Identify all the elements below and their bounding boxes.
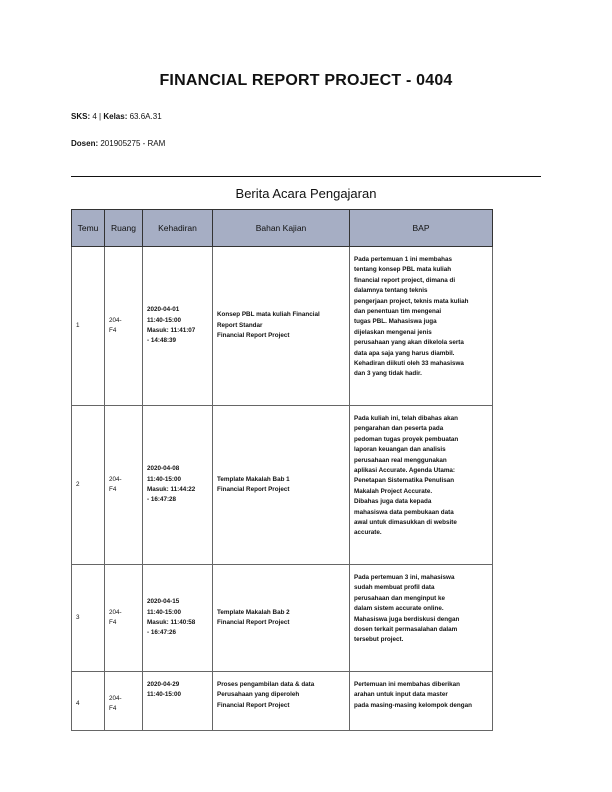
kajian-line: Financial Report Project [217,701,290,709]
bahan-kajian-cell [213,406,350,565]
bahan-kajian-cell [213,565,350,672]
ruang-line: 204- [109,694,122,702]
kajian-line: Template Makalah Bab 2 [217,608,290,616]
divider [71,176,541,177]
bap-line: Penetapan Sistematika Penulisan [354,477,455,485]
bap-line: pengerjaan project, teknis mata kuliah [354,297,469,305]
bap-line: perusahaan real menggunakan [354,456,447,464]
bap-line: pada masing-masing kelompok dengan [354,701,472,709]
bap-line: mahasiswa data pembukaan data [354,508,454,516]
kajian-line: Template Makalah Bab 1 [217,475,290,483]
bap-line: Pertemuan ini membahas diberikan [354,681,461,688]
kehadiran-line: - 16:47:26 [147,629,177,637]
kehadiran-line: 2020-04-15 [147,598,180,606]
kajian-line: Report Standar [217,321,263,329]
bap-line: data apa saja yang harus diambil. [354,349,455,357]
ruang-line: F4 [109,705,117,712]
bap-line: Dibahas juga data kepada [354,498,432,506]
kehadiran-line: 2020-04-29 [147,681,180,688]
kehadiran-line: 11:40-15:00 [147,608,181,616]
bap-line: pengarahan dan peserta pada [354,425,444,433]
bahan-kajian-cell [213,247,350,406]
temu-cell: 3 [72,565,105,672]
bap-line: dan 3 yang tidak hadir. [354,370,422,378]
kelas-label: Kelas: [103,112,128,121]
bap-cell [350,247,493,406]
sks-value: 4 [92,112,97,121]
ruang-cell [105,247,143,406]
header-ruang: Ruang [105,210,143,247]
kajian-line: Proses pengambilan data & data [217,681,315,688]
bap-line: arahan untuk input data master [354,691,448,699]
ruang-cell [105,406,143,565]
course-meta [71,112,162,121]
bap-line: Makalah Project Accurate. [354,487,433,495]
kehadiran-line: 11:40-15:00 [147,316,181,324]
kehadiran-line: Masuk: 11:44:22 [147,486,196,493]
ruang-line: F4 [109,327,117,334]
bap-line: Pada pertemuan 3 ini, mahasiswa [354,574,455,581]
bap-line: dosen terkait permasalahan dalam [354,626,458,634]
bap-line: dan penentuan tim mengenai [354,308,442,316]
dosen-value: 201905275 - RAM [100,139,166,148]
bap-line: laporan keuangan dan analisis [354,446,446,454]
kehadiran-line: Masuk: 11:40:58 [147,619,196,626]
bap-line: sudah membuat profil data [354,584,435,592]
ruang-cell [105,672,143,731]
header-bahan-kajian: Bahan Kajian [213,210,350,247]
bap-line: Mahasiswa juga berdiskusi dengan [354,615,460,623]
sks-label: SKS: [71,112,91,121]
bap-line: dalam sistem accurate online. [354,605,444,613]
bap-line: Pada pertemuan 1 ini membahas [354,256,452,263]
page-title: FINANCIAL REPORT PROJECT - 0404 [159,72,453,89]
bap-line: aplikasi Accurate. Agenda Utama: [354,467,456,475]
bap-line: dijelaskan mengenai jenis [354,328,432,336]
bap-line: awal untuk dimasukkan di website [354,519,457,527]
ruang-line: 204- [109,608,122,616]
bap-line: tentang konsep PBL mata kuliah [354,266,452,274]
bahan-kajian-cell [213,672,350,731]
ruang-cell [105,565,143,672]
bap-line: dalamnya tentang teknis [354,287,428,295]
kajian-line: Financial Report Project [217,486,290,493]
kehadiran-line: - 14:48:39 [147,337,177,345]
table-row [72,565,493,672]
kehadiran-line: 11:40-15:00 [147,691,181,699]
bap-line: financial report project, dimana di [354,276,456,284]
kehadiran-line: 11:40-15:00 [147,475,181,483]
kajian-line: Konsep PBL mata kuliah Financial [217,311,320,319]
bap-line: perusahaan dan menginput ke [354,594,445,602]
bap-cell [350,672,493,731]
kehadiran-cell [143,406,213,565]
section-title: Berita Acara Pengajaran [235,186,377,201]
header-kehadiran: Kehadiran [143,210,213,247]
temu-cell: 1 [72,247,105,406]
header-bap: BAP [350,210,493,247]
bap-cell [350,565,493,672]
bap-line: perusahaan yang akan dikelola serta [354,339,464,347]
kajian-line: Financial Report Project [217,332,290,340]
kehadiran-line: 2020-04-08 [147,465,180,473]
table-row [72,406,493,565]
kehadiran-cell [143,247,213,406]
kehadiran-line: - 16:47:28 [147,496,177,504]
kehadiran-cell [143,672,213,731]
kajian-line: Perusahaan yang diperoleh [217,691,300,699]
header-temu: Temu [72,210,105,247]
ruang-line: 204- [109,316,122,324]
bap-line: Kehadiran diikuti oleh 33 mahasiswa [354,360,464,368]
ruang-line: F4 [109,486,117,493]
table-header-row [72,210,493,247]
ruang-line: F4 [109,619,117,626]
kehadiran-line: 2020-04-01 [147,306,180,314]
bap-line: accurate. [354,529,382,537]
temu-cell: 2 [72,406,105,565]
dosen-label: Dosen: [71,139,99,148]
ruang-line: 204- [109,475,122,483]
bap-line: tersebut project. [354,636,404,644]
bap-line: tugas PBL. Mahasiswa juga [354,318,437,326]
temu-cell: 4 [72,672,105,731]
meta-separator: | [99,112,102,121]
bap-line: pedoman tugas proyek pembuatan [354,435,459,443]
kehadiran-cell [143,565,213,672]
kajian-line: Financial Report Project [217,619,290,626]
table-row [72,247,493,406]
lecturer-meta [71,139,165,148]
bap-line: Pada kuliah ini, telah dibahas akan [354,415,458,422]
kelas-value: 63.6A.31 [129,112,162,121]
bap-cell [350,406,493,565]
bap-table [71,209,493,731]
kehadiran-line: Masuk: 11:41:07 [147,327,196,334]
table-row [72,672,493,731]
